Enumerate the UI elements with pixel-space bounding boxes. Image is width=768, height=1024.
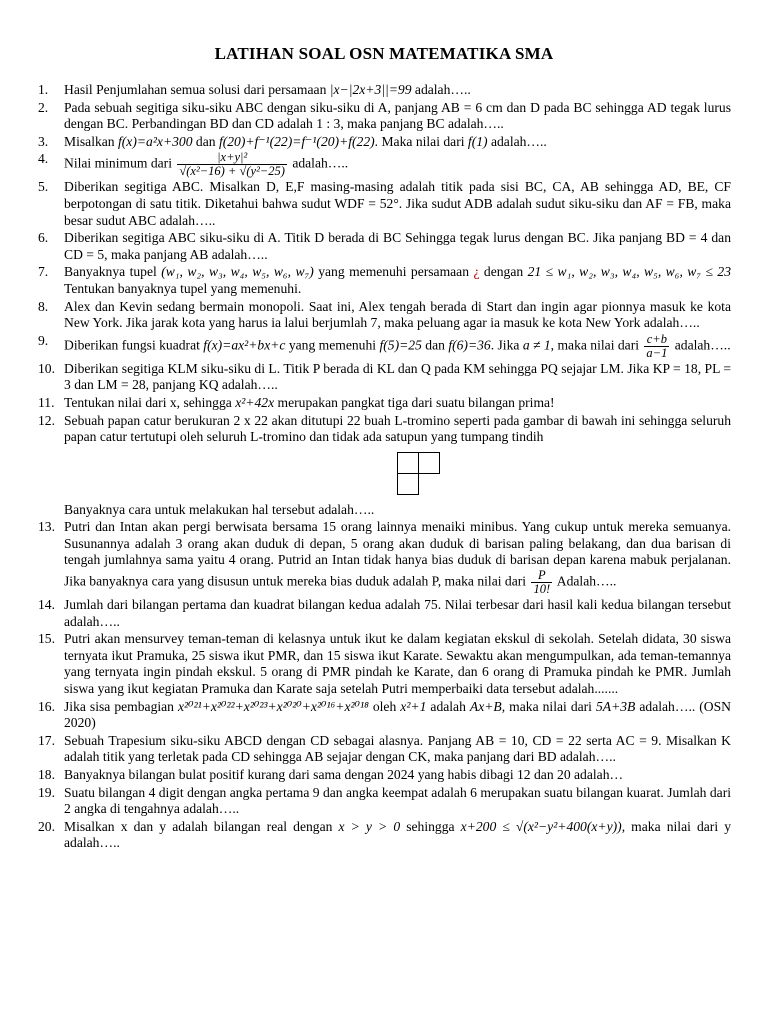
- text-part: Banyaknya cara untuk melakukan hal tersebut adalah…..: [64, 501, 375, 517]
- question-text: [64, 699, 731, 732]
- question-number: 10.: [38, 360, 55, 376]
- text-part: adalah….. (OSN 2020): [64, 698, 731, 731]
- question-16: [38, 699, 731, 732]
- question-number: 20.: [38, 818, 55, 834]
- text-part: , maka nilai dari y adalah…..: [64, 818, 732, 851]
- question-7: [38, 264, 731, 297]
- question-text: [64, 413, 731, 519]
- question-15: [38, 631, 731, 697]
- question-6: [38, 230, 731, 263]
- question-text: Diberikan segitiga ABC siku-siku di A. Titik D berada di BC Sehingga tegak lurus dengan BC. Jika panjang BD = 4 dan CD = 5, maka panjang AB adalah…..: [64, 230, 731, 262]
- tromino-cell: [398, 473, 419, 494]
- question-number: 8.: [38, 298, 49, 314]
- tromino-cell: [398, 452, 419, 473]
- question-number: 4.: [38, 151, 49, 167]
- text-part: , maka nilai dari: [550, 337, 643, 353]
- question-text: Alex dan Kevin sedang bermain monopoli. Saat ini, Alex tengah berada di Start dan ingin agar pionnya masuk ke kota New York. Jika jarak kota yang harus ia lalui berjumlah 7, maka peluang agar ia masuk ke kota New York adalah…..: [64, 298, 731, 331]
- question-number: 18.: [38, 767, 55, 782]
- math-expression: f(x)=a²x+300: [118, 133, 193, 149]
- math-expression: 5A+3B: [595, 698, 636, 714]
- question-number: 17.: [38, 732, 55, 748]
- question-1: [38, 82, 731, 99]
- question-18: [38, 767, 731, 784]
- math-expression: x²+42x: [235, 394, 275, 410]
- question-text: Sebuah Trapesium siku-siku ABCD dengan CD sebagai alasnya. Panjang AB = 10, CD = 22 serta AC = 9. Misalkan K adalah titik yang terletak pada CD sehingga AB sejajar dengan CK, maka panjang dari BD adalah…..: [64, 732, 731, 765]
- question-14: [38, 597, 731, 630]
- math-expression: |x−|2x+3||=99: [329, 82, 412, 97]
- question-number: 7.: [38, 264, 49, 280]
- question-list: [38, 82, 731, 853]
- text-part: Sebuah papan catur berukuran 2 x 22 akan ditutupi 22 buah L-tromino seperti pada gambar di bawah ini sehingga seluruh papan catur tertutupi oleh seluruh L-tromino dan tidak ada satupun yang tumpang tindih: [64, 412, 731, 445]
- math-expression: f(1): [467, 133, 488, 149]
- text-part: Misalkan x dan y adalah bilangan real dengan: [64, 818, 339, 834]
- fraction-denominator: a−1: [646, 345, 668, 360]
- text-part: Jika sisa pembagian: [64, 698, 179, 714]
- question-number: 2.: [38, 99, 49, 115]
- document-title: LATIHAN SOAL OSN MATEMATIKA SMA: [214, 44, 554, 63]
- math-expression: (w₁, w₂, w₃, w₄, w₅, w₆, w₇): [161, 264, 314, 280]
- text-part: Hasil Penjumlahan semua solusi dari persamaan: [64, 82, 330, 97]
- text-part: merupakan pangkat tiga dari suatu bilangan prima!: [274, 394, 555, 410]
- question-text: [64, 819, 731, 852]
- question-8: [38, 299, 731, 332]
- fraction: [531, 569, 552, 596]
- question-text: Pada sebuah segitiga siku-siku ABC dengan siku-siku di A, panjang AB = 6 cm dan D pada BC sehingga AD tegak lurus dengan BC. Perbandingan BD dan CD adalah 1 : 3, maka panjang BC adalah…..: [64, 99, 731, 132]
- text-part: sehingga: [400, 818, 461, 834]
- question-17: [38, 733, 731, 766]
- math-expression: x+200 ≤ √(x²−y²+400(x+y)): [460, 818, 622, 834]
- fraction: [644, 333, 669, 360]
- question-text: Jumlah dari bilangan pertama dan kuadrat bilangan kedua adalah 75. Nilai terbesar dari hasil kali kedua bilangan tersebut adalah…..: [64, 597, 731, 629]
- question-12: [38, 413, 731, 519]
- text-part: Adalah…..: [554, 573, 617, 589]
- tromino-cell: [419, 452, 440, 473]
- question-11: [38, 395, 731, 412]
- question-number: 12.: [38, 412, 55, 428]
- question-text: Diberikan segitiga ABC. Misalkan D, E,F masing-masing adalah titik pada sisi BC, CA, AB sehingga AD, BE, CF berpotongan di satu titik. Diketahui bahwa sudut WDF = 52°. Jika sudut ADB adalah sudut siku-siku dan AF = FB, maka besar sudut ABC adalah…..: [64, 179, 731, 228]
- text-part: Tentukan nilai dari x, sehingga: [64, 394, 236, 410]
- fraction-denominator: 10!: [533, 582, 551, 597]
- question-number: 13.: [38, 519, 55, 535]
- text-part: adalah…..: [411, 82, 471, 97]
- question-number: 1.: [38, 82, 49, 97]
- question-number: 15.: [38, 631, 55, 647]
- question-9: [38, 333, 731, 360]
- text-part: dan: [192, 133, 219, 149]
- text-part: yang memenuhi: [285, 337, 380, 353]
- fraction: [177, 151, 287, 178]
- text-part: Diberikan fungsi kuadrat: [64, 337, 204, 353]
- question-text: [64, 151, 731, 178]
- symbol: ¿: [473, 264, 480, 280]
- text-part: yang memenuhi persamaan: [313, 264, 474, 280]
- question-number: 19.: [38, 784, 55, 800]
- question-text: Banyaknya bilangan bulat positif kurang dari sama dengan 2024 yang habis dibagi 12 dan 20 adalah…: [64, 767, 624, 782]
- question-20: [38, 819, 731, 852]
- text-part: Misalkan: [64, 133, 118, 149]
- text-part: dan: [421, 337, 449, 353]
- question-number: 16.: [38, 698, 55, 714]
- question-19: [38, 785, 731, 818]
- l-tromino-figure: [397, 452, 441, 496]
- question-13: [38, 519, 731, 596]
- fraction-numerator: |x+y|²: [217, 150, 248, 165]
- text-part: . Maka nilai dari: [374, 133, 468, 149]
- fraction-denominator: √(x²−16) + √(y²−25): [179, 164, 285, 179]
- question-text: [64, 395, 731, 412]
- question-10: [38, 361, 731, 394]
- fraction-numerator: c+b: [646, 331, 667, 346]
- question-4: [38, 151, 731, 178]
- question-number: 5.: [38, 179, 49, 195]
- math-expression: f(x)=ax²+bx+c: [203, 337, 286, 353]
- question-number: 14.: [38, 597, 55, 613]
- text-part: adalah…..: [288, 156, 349, 171]
- question-text: [64, 264, 731, 297]
- text-part: oleh: [368, 698, 401, 714]
- question-3: [38, 134, 731, 151]
- math-expression: 21 ≤ w₁, w₂, w₃, w₄, w₅, w₆, w₇ ≤ 23: [527, 264, 731, 280]
- math-expression: x²+1: [400, 698, 427, 714]
- text-part: adalah…..: [671, 337, 731, 353]
- text-part: adalah: [426, 698, 470, 714]
- question-number: 9.: [38, 332, 49, 348]
- question-text: [64, 82, 731, 99]
- text-part: dengan: [479, 264, 528, 280]
- question-number: 3.: [38, 133, 49, 149]
- math-expression: x²⁰²¹+x²⁰²²+x²⁰²³+x²⁰²⁰+x²⁰¹⁶+x²⁰¹⁸: [178, 698, 369, 714]
- text-part: Nilai minimum dari: [64, 156, 176, 171]
- text-part: adalah…..: [487, 133, 547, 149]
- text-part: Banyaknya tupel: [64, 264, 162, 280]
- question-text: Putri akan mensurvey teman-teman di kelasnya untuk ikut ke dalam kegiatan ekskul di sekolah. Setelah didata, 30 siswa ternyata ikut Pramuka, 25 siswa ikut PMR, dan 15 siswa ikut Karate. Sewaktu akan mengumpulkan, ada teman-temannya yang ternyata ingin pindah ekskul. 5 orang di PMR pindah ke Karate, dan 6 orang di Pramuka pindah ke PMR. Jumlah siswa yang ikut kegiatan Pramuka dan Karate saja setelah Putri memperbaiki data tersebut adalah.......: [64, 631, 731, 697]
- text-part: Putri dan Intan akan pergi berwisata bersama 15 orang lainnya menaiki minibus. Yang cukup untuk mereka semuanya. Susunannya adalah 3 orang akan duduk di depan, 5 orang akan duduk di barisan paling belakang, dan dua barisan di tengah jumlahnya sama yaitu 4 orang. Putrid an Intan tidak hanya bias duduk di barisan depan karena mabuk perjalanan. Jika banyaknya cara yang disusun untuk mereka bias duduk adalah P, maka nilai dari: [64, 519, 731, 589]
- question-text: [64, 134, 731, 151]
- math-expression: Ax+B: [469, 698, 502, 714]
- math-expression: f(20)+f⁻¹(22)=f⁻¹(20)+f(22): [218, 133, 375, 149]
- question-text: [64, 333, 731, 360]
- question-number: 11.: [38, 394, 55, 410]
- fraction-numerator: P: [537, 568, 546, 583]
- question-number: 6.: [38, 230, 49, 246]
- text-part: . Jika: [490, 337, 523, 353]
- math-expression: x > y > 0: [338, 818, 401, 834]
- math-expression: a ≠ 1: [522, 337, 551, 353]
- question-text: Diberikan segitiga KLM siku-siku di L. Titik P berada di KL dan Q pada KM sehingga PQ sejajar LM. Jika KP = 18, PL = 3 dan LM = 28, panjang KQ adalah…..: [64, 360, 731, 393]
- question-2: [38, 100, 731, 133]
- question-5: [38, 179, 731, 229]
- text-part: , maka nilai dari: [501, 698, 596, 714]
- text-part: Tentukan banyaknya tupel yang memenuhi.: [64, 280, 302, 296]
- question-text: [64, 519, 731, 596]
- math-expression: f(6)=36: [448, 337, 491, 353]
- math-expression: f(5)=25: [379, 337, 422, 353]
- question-text: Suatu bilangan 4 digit dengan angka pertama 9 dan angka keempat adalah 6 merupakan suatu bilangan kuarat. Jumlah dari 2 angka di tengahnya adalah…..: [64, 784, 732, 817]
